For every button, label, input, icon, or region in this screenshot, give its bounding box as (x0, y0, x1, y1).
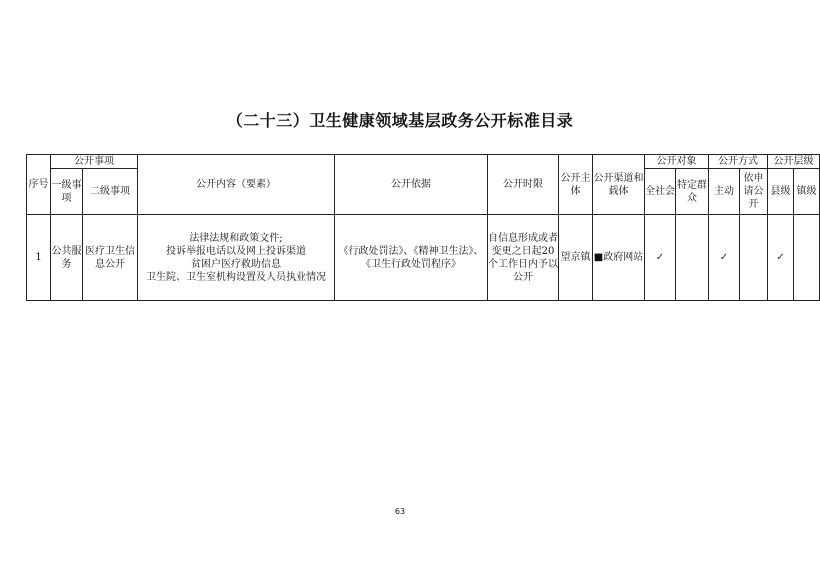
header-time: 公开时限 (488, 155, 559, 215)
page-number: 63 (394, 507, 406, 516)
content-line: 法律法规和政策文件; (189, 232, 283, 244)
header-specific-group: 特定群众 (676, 169, 709, 215)
header-level2: 二级事项 (83, 169, 138, 215)
header-level: 公开层级 (768, 155, 820, 169)
header-subject: 公开主体 (559, 155, 593, 215)
header-target: 公开对象 (645, 155, 709, 169)
content-line: 贫困户医疗救助信息 (191, 258, 281, 270)
header-town: 镇级 (794, 169, 820, 215)
check-specific-group (676, 215, 709, 301)
header-content: 公开内容（要素） (138, 155, 335, 215)
header-public-matter: 公开事项 (51, 155, 138, 169)
content-line: 投诉举报电话以及网上投诉渠道 (166, 245, 306, 257)
cell-content (138, 215, 335, 301)
cell-basis: 《行政处罚法》、《精神卫生法》、《卫生行政处罚程序》 (335, 215, 488, 301)
check-all-society: ✓ (645, 215, 676, 301)
cell-time: 自信息形成或者变更之日起20个工作日内予以公开 (488, 215, 559, 301)
check-on-request (740, 215, 768, 301)
cell-level1: 公共服务 (51, 215, 83, 301)
table-row (27, 215, 820, 301)
header-mode: 公开方式 (709, 155, 768, 169)
page-title: （二十三）卫生健康领域基层政务公开标准目录 (226, 111, 574, 130)
header-channel: 公开渠道和载体 (593, 155, 645, 215)
header-level1: 一级事项 (51, 169, 83, 215)
cell-seq: 1 (27, 215, 51, 301)
check-town (794, 215, 820, 301)
header-active: 主动 (709, 169, 740, 215)
header-all-society: 全社会 (645, 169, 676, 215)
check-active: ✓ (709, 215, 740, 301)
catalog-table (26, 154, 820, 301)
header-on-request: 依申请公开 (740, 169, 768, 215)
cell-level2: 医疗卫生信息公开 (83, 215, 138, 301)
cell-channel: ■政府网站 (593, 215, 645, 301)
check-county: ✓ (768, 215, 794, 301)
content-line: 卫生院、卫生室机构设置及人员执业情况 (146, 271, 326, 283)
header-basis: 公开依据 (335, 155, 488, 215)
cell-subject: 望京镇 (559, 215, 593, 301)
header-county: 县级 (768, 169, 794, 215)
header-seq: 序号 (27, 155, 51, 215)
